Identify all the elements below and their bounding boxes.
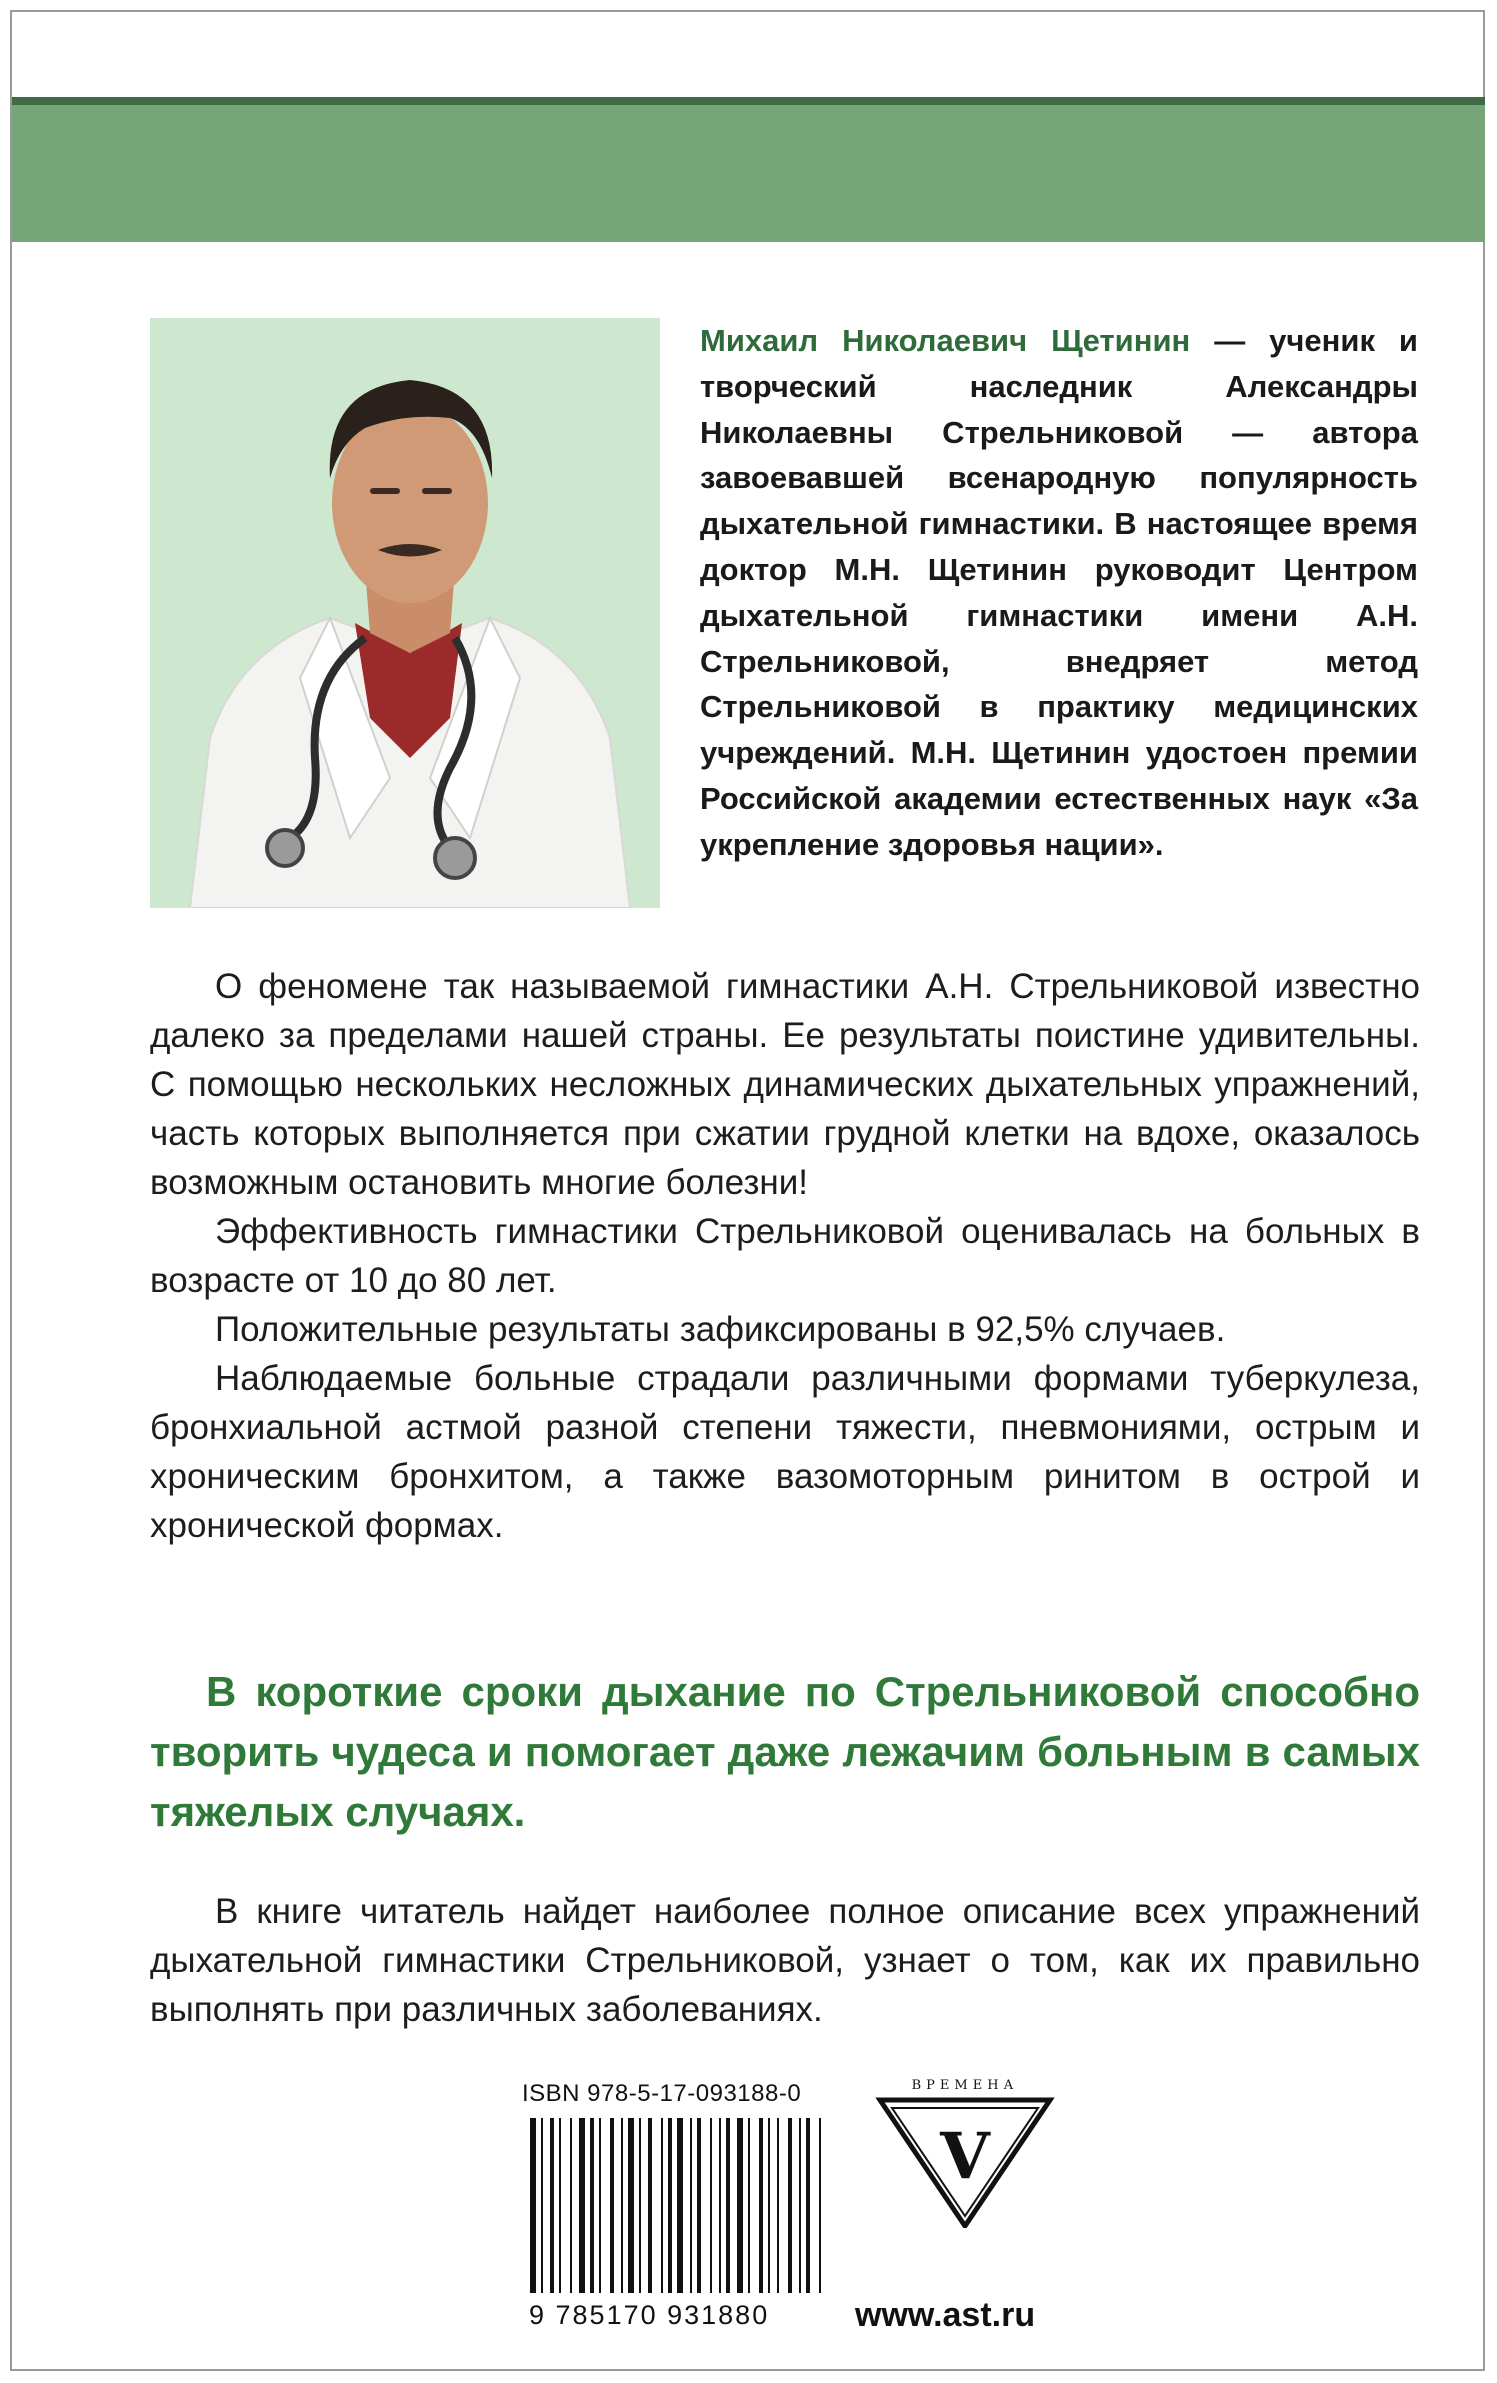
author-photo: [150, 318, 660, 908]
author-bio: [700, 318, 1418, 868]
paragraph: О феномене так называемой гимнастики А.Н. Стрельниковой известно далеко за пределами нашей страны. Ее результаты поистине удивительны. С помощью нескольких несложных динамических дыхательных упражнений, часть которых выполняется при сжатии грудной клетки на вдохе, оказалось возможным остановить многие болезни!: [150, 967, 1420, 1202]
description-text: [150, 962, 1420, 1550]
publisher-website: www.ast.ru: [855, 2296, 1036, 2334]
paragraph: В книге читатель найдет наиболее полное описание всех упражнений дыхательной гимнастики Стрельниковой, узнает о том, как их правильно выполнять при различных заболеваниях.: [150, 1892, 1420, 2029]
publisher-logo-letter: V: [940, 2119, 990, 2194]
isbn-label: ISBN 978-5-17-093188-0: [522, 2080, 802, 2107]
author-name: Михаил Николаевич Щетинин: [700, 323, 1191, 358]
author-bio-text: — ученик и творческий наследник Александры Николаевны Стрельниковой — автора завоевавшей всенародную популярность дыхательной гимнастики. В настоящее время доктор М.Н. Щетинин руководит Центром дыхательной гимнастики имени А.Н. Стрельниковой, внедряет метод Стрельниковой в практику медицинских учреждений. М.Н. Щетинин удостоен премии Российской академии естественных наук «За укрепление здоровья нации».: [700, 323, 1418, 862]
author-portrait-illustration: [150, 318, 660, 908]
paragraph: Наблюдаемые больные страдали различными формами туберкулеза, бронхиальной астмой разной степени тяжести, пневмониями, острым и хроническим бронхитом, а также вазомоторным ринитом в острой и хронической формах.: [150, 1359, 1420, 1545]
paragraph: Положительные результаты зафиксированы в 92,5% случаев.: [215, 1310, 1226, 1349]
highlight-quote: В короткие сроки дыхание по Стрельниковой способно творить чудеса и помогает даже лежачим больным в самых тяжелых случаях.: [150, 1668, 1420, 1835]
paragraph: Эффективность гимнастики Стрельниковой оценивалась на больных в возрасте от 10 до 80 лет.: [150, 1212, 1420, 1300]
publisher-logo-text: ВРЕМЕНА: [911, 2078, 1019, 2093]
publisher-logo-icon: [870, 2078, 1060, 2228]
header-band: [12, 97, 1485, 242]
barcode-digits: 9 785170 931880: [529, 2300, 770, 2330]
closing-text: [150, 1887, 1420, 2034]
